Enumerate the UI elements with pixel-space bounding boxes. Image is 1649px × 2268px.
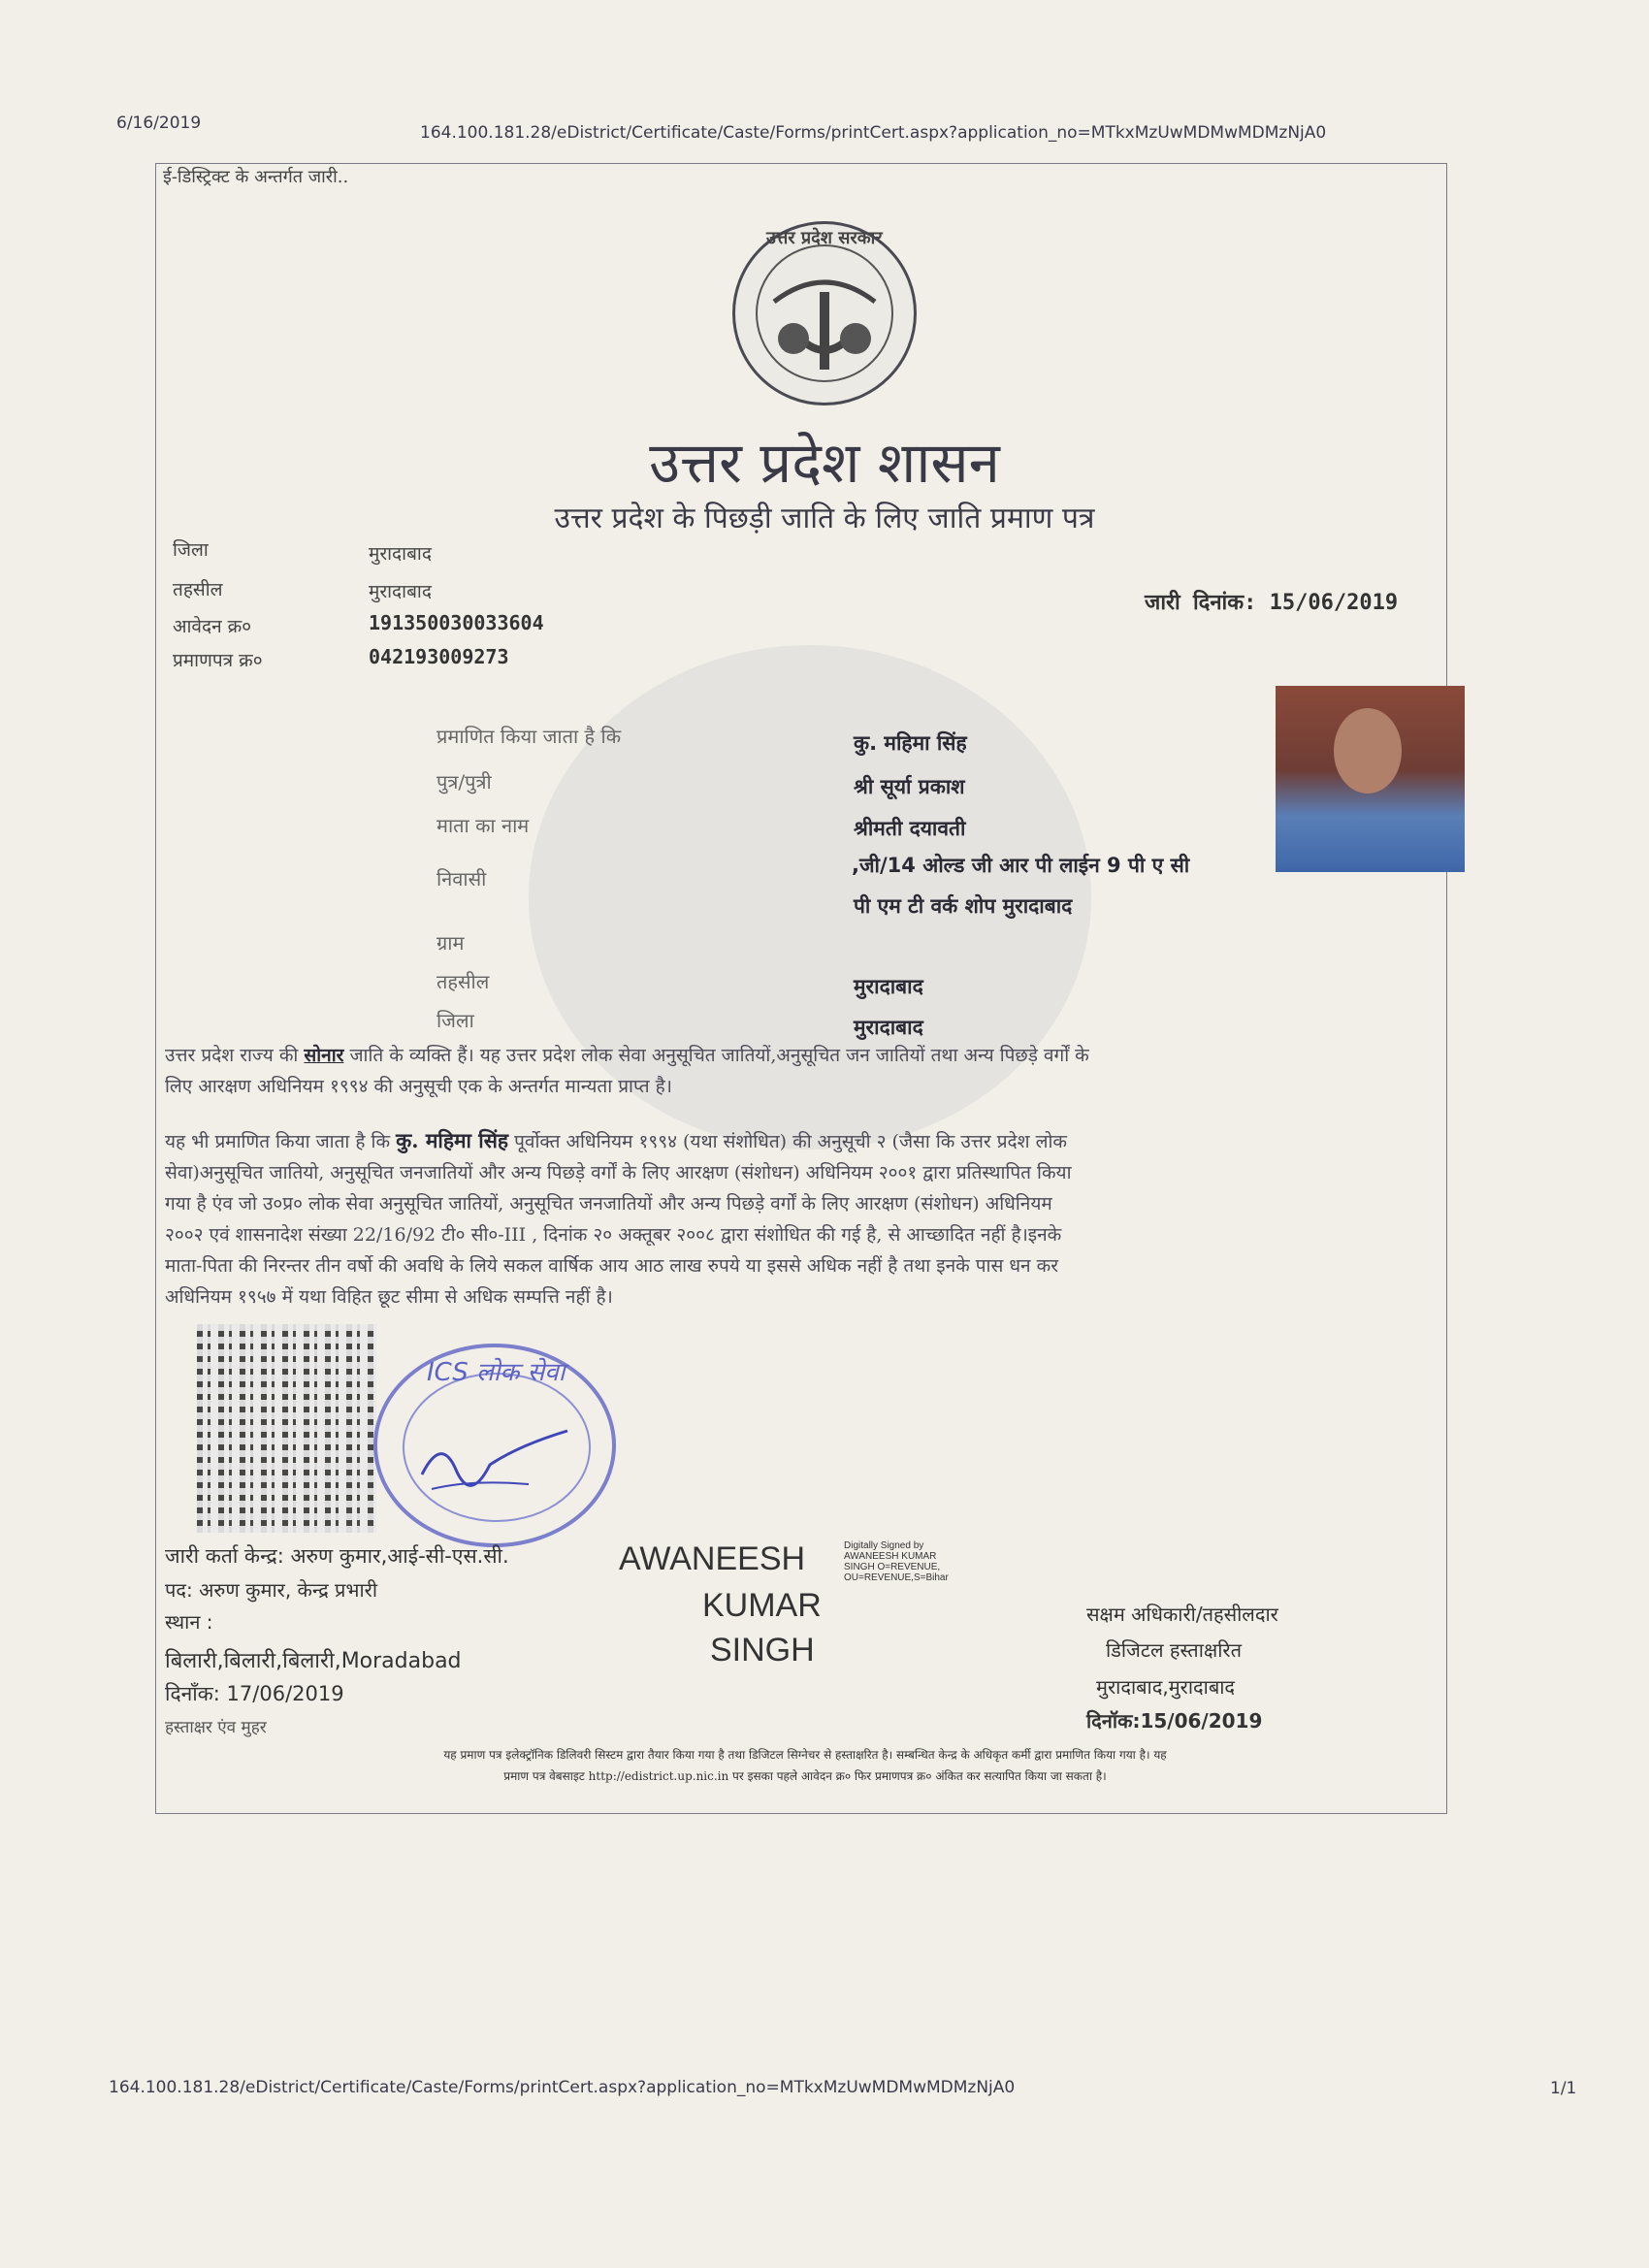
issuer-place: बिलारी,बिलारी,बिलारी,Moradabad [165,1649,462,1673]
person-tehsil-label: तहसील [436,970,490,993]
top-note: ई-डिस्ट्रिक्ट के अन्तर्गत जारी.. [163,167,349,187]
applicant-face [1334,708,1402,794]
mother-name: श्रीमती दयावती [854,817,966,840]
village-label: ग्राम [436,931,465,955]
authority-place: मुरादाबाद,मुरादाबाद [1096,1675,1236,1699]
address-line2: पी एम टी वर्क शोप मुरादाबाद [854,894,1073,918]
tehsil-value: मुरादाबाद [369,581,432,602]
emblem-text: उत्तर प्रदेश सरकार [766,228,883,248]
digital-signature-name2: KUMAR [702,1587,822,1624]
issuer-date: दिनाँक: 17/06/2019 [165,1682,344,1705]
person-name: कु. महिमा सिंह [854,731,967,755]
certificate-subtitle: उत्तर प्रदेश के पिछड़ी जाति के लिए जाति प्रमाण पत्र [554,502,1095,535]
resident-label: निवासी [436,867,487,891]
person-district: मुरादाबाद [854,1016,923,1039]
district-value: मुरादाबाद [369,543,432,565]
digital-signature-meta: Digitally Signed by AWANEESH KUMAR SINGH O=REVENUE, OU=REVENUE,S=Bihar [844,1540,949,1583]
place-label: स्थान : [165,1610,213,1634]
sign-label: हस्ताक्षर एंव मुहर [165,1718,267,1737]
caste-name: सोनार [304,1045,344,1066]
father-name: श्री सूर्या प्रकाश [854,775,965,798]
certified-label: प्रमाणित किया जाता है कि [436,725,622,748]
issuer-post: पद: अरुण कुमार, केन्द्र प्रभारी [165,1578,378,1602]
issuer-centre: जारी कर्ता केन्द्र: अरुण कुमार,आई-सी-एस.सी. [165,1544,509,1568]
person-tehsil: मुरादाबाद [854,975,923,998]
para-person-name: कु. महिमा सिंह [396,1128,509,1152]
issue-date: जारी दिनांक: 15/06/2019 [1145,591,1399,615]
handwritten-signature [412,1416,577,1504]
page-number: 1/1 [1550,2079,1577,2098]
certificate-label: प्रमाणपत्र क्र० [173,650,263,671]
caste-paragraph: उत्तर प्रदेश राज्य की सोनार जाति के व्यक्ति हैं। यह उत्तर प्रदेश लोक सेवा अनुसूचित जातियों,अनुसूचित जन जातियों तथा अन्य पिछड़े वर्गों के लिए आरक्षण अधिनियम १९९४ की अनुसूची एक के अन्तर्गत मान्यता प्राप्त है। [165,1045,1089,1097]
income-paragraph: यह भी प्रमाणित किया जाता है कि कु. महिमा सिंह पूर्वोक्त अधिनियम १९९४ (यथा संशोधित) की अनुसूची २ (जैसा कि उत्तर प्रदेश लोक सेवा)अनुसूचित जातियो, अनुसूचित जनजातियों और अन्य पिछड़े वर्गों के लिए आरक्षण (संशोधन) अधिनियम २००१ द्वारा प्रतिस्थापित किया गया है एंव जो उ०प्र० लोक सेवा अनुसूचित जातियों, अनुसूचित जनजातियों और अन्य पिछड़े वर्गों के लिए आरक्षण (संशोधन) अधिनियम २००२ एवं शासनादेश संख्या 22/16/92 टी० सी०-III , दिनांक २० अक्तूबर २००८ द्वारा संशोधित की गई है, से आच्छादित नहीं है।इनके माता-पिता की निरन्तर तीन वर्षो की अवधि के लिये सकल वार्षिक आय आठ लाख रुपये या इससे अधिक नहीं है तथा इनके पास धन कर अधिनियम १९५७ में यथा विहित छूट सीमा से अधिक सम्पत्ति नहीं है। [165,1128,1072,1308]
address-line1: ,जी/14 ओल्ड जी आर पी लाईन 9 पी ए सी [852,854,1190,877]
certificate-number: 042193009273 [369,645,509,668]
stamp-text: ICS लोक सेवा [427,1358,566,1387]
print-url[interactable]: 164.100.181.28/eDistrict/Certificate/Caste/Forms/printCert.aspx?application_no=MTkxMzUwMDMwMDMzNjA0 [420,123,1327,143]
application-label: आवेदन क्र० [173,616,252,637]
district-label: जिला [173,539,209,561]
page-title: उत्तर प्रदेश शासन [649,430,1000,496]
tehsil-label: तहसील [173,579,223,600]
digital-signature-name1: AWANEESH [619,1540,806,1577]
footer-url[interactable]: 164.100.181.28/eDistrict/Certificate/Caste/Forms/printCert.aspx?application_no=MTkxMzUwMDMwMDMzNjA0 [109,2078,1016,2097]
print-date: 6/16/2019 [116,113,202,133]
child-of-label: पुत्र/पुत्री [436,770,492,794]
qr-code-overlay [197,1324,376,1533]
application-number: 191350030033604 [369,611,544,634]
authority-title: सक्षम अधिकारी/तहसीलदार [1086,1603,1278,1626]
authority-signed: डिजिटल हस्ताक्षरित [1106,1638,1242,1662]
mother-label: माता का नाम [436,814,530,837]
authority-date: दिनॉक:15/06/2019 [1086,1709,1263,1733]
person-district-label: जिला [436,1009,474,1032]
verification-note: यह प्रमाण पत्र इलेक्ट्रॉनिक डिलिवरी सिस्टम द्वारा तैयार किया गया है तथा डिजिटल सिग्नेचर से हस्ताक्षरित है। सम्बन्धित केन्द्र के अधिकृत कर्मी द्वारा प्रमाणित किया गया है। यह प्रमाण पत्र वेबसाइट http://edistrict.up.nic.in पर इसका पहले आवेदन क्र० फिर प्रमाणपत्र क्र० अंकित कर सत्यापित किया जा सकता है। [443,1748,1167,1783]
digital-signature-name3: SINGH [710,1632,815,1669]
